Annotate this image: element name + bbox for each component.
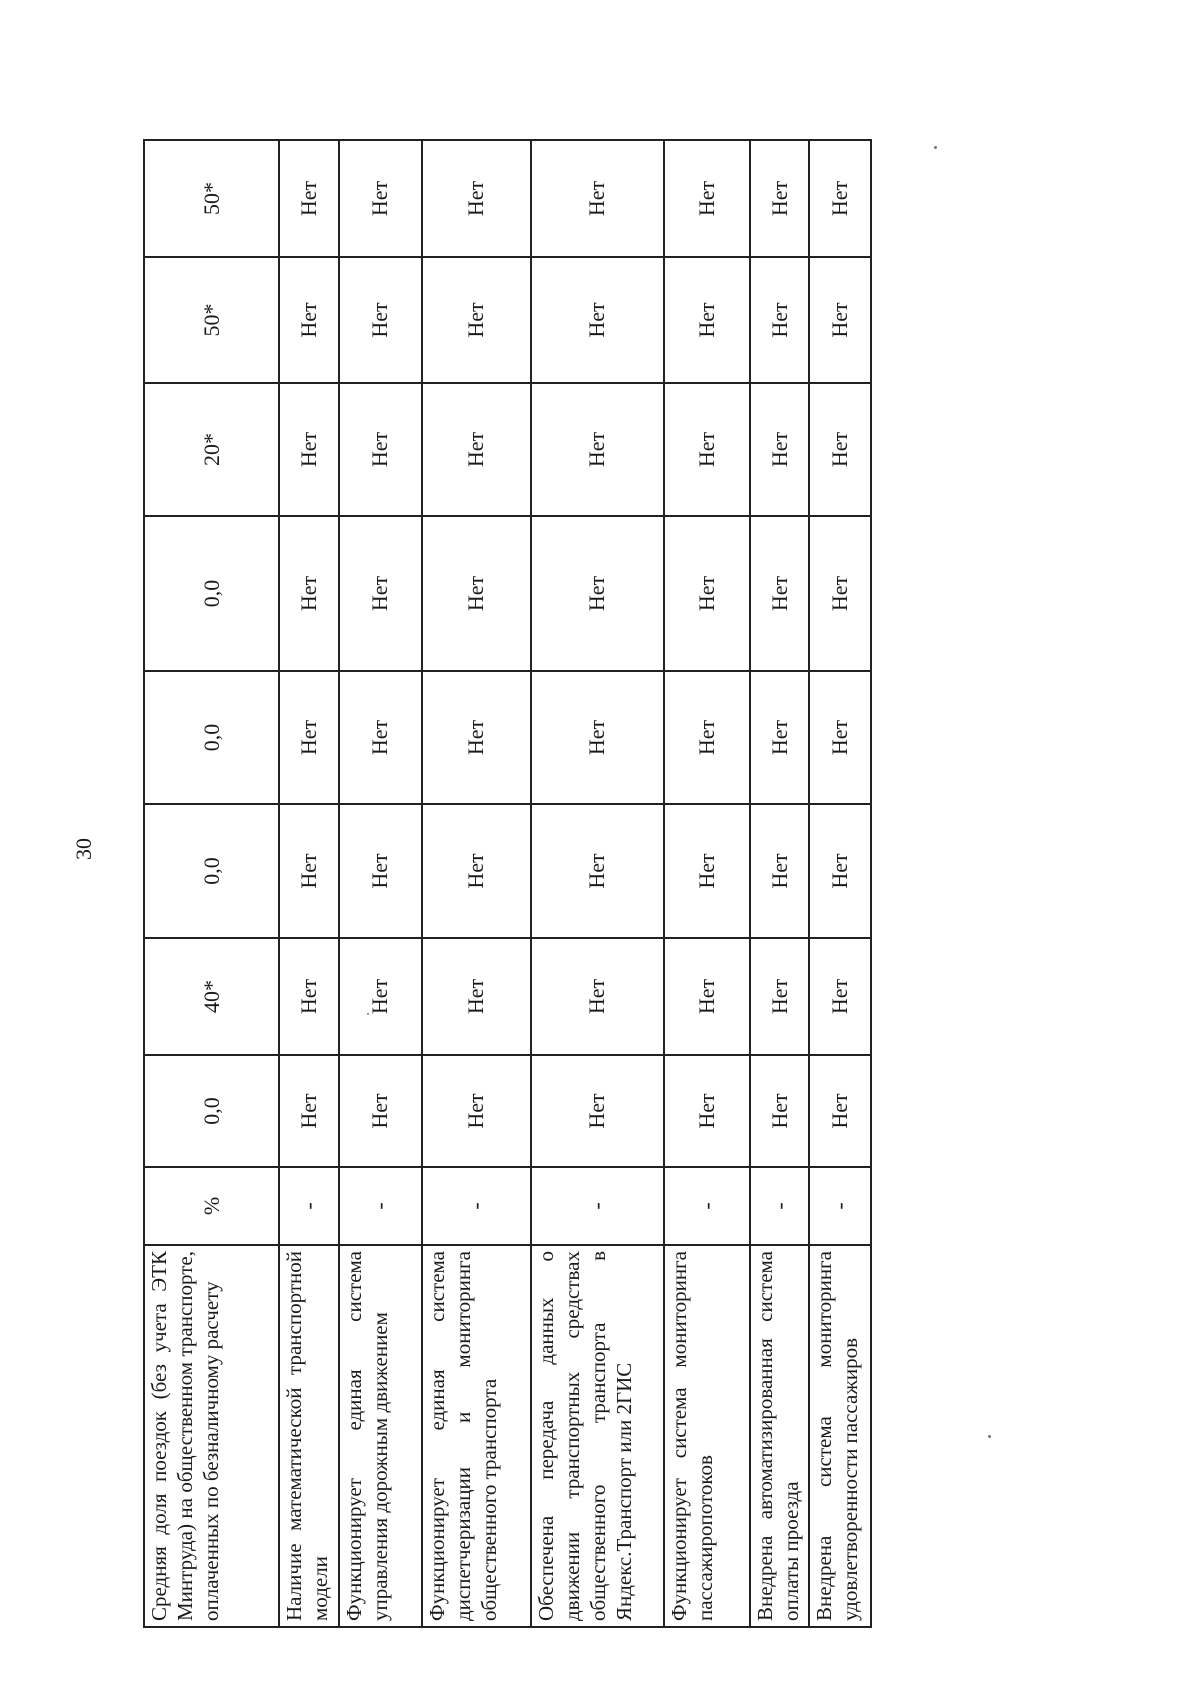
unit-cell: - bbox=[422, 1167, 531, 1245]
value-cell: Нет bbox=[279, 1055, 338, 1167]
value-cell: Нет bbox=[750, 938, 809, 1055]
indicator-cell: Функционирует единая система диспетчеризации и мониторинга общественного транспорта bbox=[422, 1245, 531, 1627]
value-cell: Нет bbox=[422, 938, 531, 1055]
metrics-table-rotated bbox=[143, 141, 872, 1628]
value-cell: Нет bbox=[664, 516, 750, 671]
value-cell: 0,0 bbox=[144, 1055, 279, 1167]
table-row bbox=[531, 140, 664, 1627]
value-cell: 50* bbox=[144, 257, 279, 383]
indicator-cell: Функционирует единая система управления дорожным движением bbox=[339, 1245, 422, 1627]
scan-speck bbox=[988, 1435, 991, 1438]
value-cell: Нет bbox=[809, 257, 871, 383]
value-cell: Нет bbox=[339, 671, 422, 804]
table-row bbox=[144, 140, 279, 1627]
unit-cell: - bbox=[531, 1167, 664, 1245]
value-cell: Нет bbox=[279, 140, 338, 257]
value-cell: Нет bbox=[339, 257, 422, 383]
value-cell: Нет bbox=[664, 1055, 750, 1167]
value-cell: Нет bbox=[339, 516, 422, 671]
value-cell: Нет bbox=[664, 383, 750, 516]
table-row bbox=[279, 140, 338, 1627]
value-cell: Нет bbox=[531, 516, 664, 671]
value-cell: Нет bbox=[531, 383, 664, 516]
value-cell: Нет bbox=[279, 516, 338, 671]
table-body bbox=[144, 140, 871, 1627]
value-cell: Нет bbox=[279, 938, 338, 1055]
value-cell: 0,0 bbox=[144, 671, 279, 804]
value-cell: Нет bbox=[809, 383, 871, 516]
page-number: 30 bbox=[71, 838, 96, 860]
value-cell: Нет bbox=[422, 671, 531, 804]
value-cell: Нет bbox=[531, 140, 664, 257]
value-cell: Нет bbox=[279, 257, 338, 383]
value-cell: Нет bbox=[339, 1055, 422, 1167]
value-cell: 40* bbox=[144, 938, 279, 1055]
value-cell: Нет bbox=[750, 516, 809, 671]
unit-cell: % bbox=[144, 1167, 279, 1245]
value-cell: Нет bbox=[531, 804, 664, 938]
value-cell: 0,0 bbox=[144, 804, 279, 938]
value-cell: Нет bbox=[339, 140, 422, 257]
value-cell: Нет bbox=[279, 383, 338, 516]
unit-cell: - bbox=[664, 1167, 750, 1245]
value-cell: Нет bbox=[531, 257, 664, 383]
value-cell: Нет bbox=[809, 804, 871, 938]
value-cell: 20* bbox=[144, 383, 279, 516]
indicator-cell: Обеспечена передача данных о движении транспортных средствах общественного транспорта в Яндекс.Транспорт или 2ГИС bbox=[531, 1245, 664, 1627]
value-cell: 0,0 bbox=[144, 516, 279, 671]
value-cell: Нет bbox=[279, 671, 338, 804]
value-cell: Нет bbox=[750, 140, 809, 257]
value-cell: Нет bbox=[531, 671, 664, 804]
value-cell: Нет bbox=[750, 257, 809, 383]
indicator-cell: Средняя доля поездок (без учета ЭТК Минтруда) на общественном транспорте, оплаченных по безналичному расчету bbox=[144, 1245, 279, 1627]
value-cell: Нет bbox=[750, 1055, 809, 1167]
value-cell: Нет bbox=[531, 1055, 664, 1167]
unit-cell: - bbox=[809, 1167, 871, 1245]
table-row bbox=[664, 140, 750, 1627]
table-row bbox=[750, 140, 809, 1627]
value-cell: Нет bbox=[422, 1055, 531, 1167]
value-cell: Нет bbox=[664, 938, 750, 1055]
value-cell: Нет bbox=[279, 804, 338, 938]
value-cell: Нет bbox=[422, 383, 531, 516]
unit-cell: - bbox=[279, 1167, 338, 1245]
value-cell: Нет bbox=[339, 804, 422, 938]
value-cell: 50* bbox=[144, 140, 279, 257]
indicator-cell: Внедрена автоматизированная система оплаты проезда bbox=[750, 1245, 809, 1627]
value-cell: Нет bbox=[531, 938, 664, 1055]
table-row bbox=[339, 140, 422, 1627]
scan-speck bbox=[934, 146, 937, 149]
metrics-table bbox=[143, 139, 872, 1628]
value-cell: Нет bbox=[422, 140, 531, 257]
value-cell: Нет bbox=[664, 671, 750, 804]
unit-cell: - bbox=[750, 1167, 809, 1245]
value-cell: Нет bbox=[339, 383, 422, 516]
table-row bbox=[422, 140, 531, 1627]
value-cell: Нет bbox=[750, 804, 809, 938]
value-cell: Нет bbox=[422, 257, 531, 383]
value-cell: Нет bbox=[809, 140, 871, 257]
value-cell: Нет bbox=[809, 671, 871, 804]
value-cell: Нет bbox=[339, 938, 422, 1055]
value-cell: Нет bbox=[809, 1055, 871, 1167]
value-cell: Нет bbox=[809, 516, 871, 671]
value-cell: Нет bbox=[664, 257, 750, 383]
value-cell: Нет bbox=[809, 938, 871, 1055]
table-row bbox=[809, 140, 871, 1627]
value-cell: Нет bbox=[750, 383, 809, 516]
indicator-cell: Внедрена система мониторинга удовлетворенности пассажиров bbox=[809, 1245, 871, 1627]
indicator-cell: Функционирует система мониторинга пассажиропотоков bbox=[664, 1245, 750, 1627]
indicator-cell: Наличие математической транспортной модели bbox=[279, 1245, 338, 1627]
value-cell: Нет bbox=[750, 671, 809, 804]
value-cell: Нет bbox=[664, 140, 750, 257]
unit-cell: - bbox=[339, 1167, 422, 1245]
value-cell: Нет bbox=[422, 804, 531, 938]
value-cell: Нет bbox=[422, 516, 531, 671]
value-cell: Нет bbox=[664, 804, 750, 938]
